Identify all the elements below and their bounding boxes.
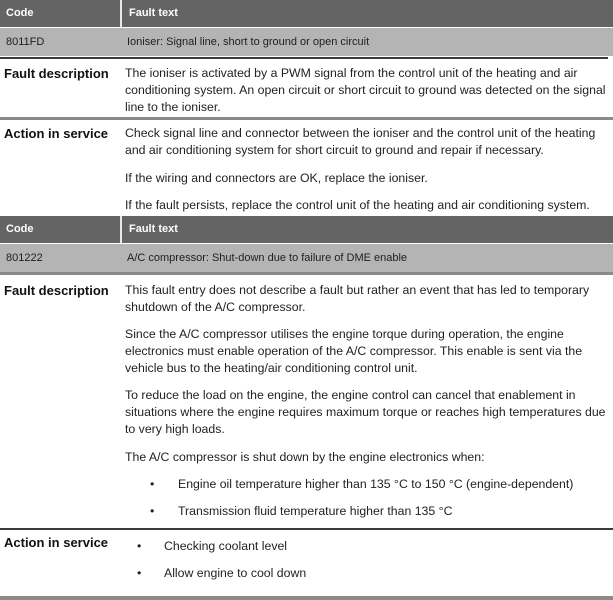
row-divider [0, 528, 613, 530]
list-item-text: Checking coolant level [164, 539, 288, 553]
fault-description-text: This fault entry does not describe a fault but rather an event that has led to temporary shutdown of the A/C compressor. [125, 283, 590, 314]
fault-code: 801222 [6, 252, 43, 264]
action-in-service-label: Action in service [4, 126, 109, 141]
list-item-text: Transmission fluid temperature higher than 135 °C [178, 504, 453, 518]
header-fault-text: Fault text [129, 223, 178, 235]
fault-description-text: The A/C compressor is shut down by the engine electronics when: [125, 450, 485, 464]
bullet-icon: • [137, 566, 142, 580]
action-text: If the wiring and connectors are OK, replace the ioniser. [125, 171, 428, 185]
fault-description-text: Since the A/C compressor utilises the engine torque during operation, the engine electronics must enable operation of the A/C compressor. This enable is sent via the vehicle bus to the heating/air conditioning control unit. [125, 327, 583, 375]
code-row [0, 28, 613, 56]
fault-code: 8011FD [6, 36, 45, 48]
bullet-icon: • [150, 504, 155, 518]
header-divider [120, 0, 122, 27]
fault-description-label: Fault description [4, 283, 109, 298]
row-divider [0, 57, 608, 59]
header-divider [120, 216, 122, 243]
fault-description-text: To reduce the load on the engine, the engine control can cancel that enablement in situations where the engine requires maximum torque or reaches high temperatures due to very high loads. [125, 388, 606, 436]
header-fault-text: Fault text [129, 7, 178, 19]
fault-text: Ioniser: Signal line, short to ground or open circuit [127, 36, 370, 48]
action-text: If the fault persists, replace the control unit of the heating and air conditioning system. [125, 198, 590, 212]
bullet-icon: • [137, 539, 142, 553]
action-in-service-label: Action in service [4, 535, 109, 550]
row-divider [0, 117, 613, 120]
header-code: Code [6, 223, 34, 235]
row-divider [0, 272, 613, 275]
fault-description-text: The ioniser is activated by a PWM signal from the control unit of the heating and air conditioning system. An open circuit or short circuit to ground was detected on the signal line to the ioniser. [125, 66, 606, 114]
table-header [0, 0, 613, 27]
code-row [0, 244, 613, 272]
header-code: Code [6, 7, 34, 19]
list-item-text: Allow engine to cool down [164, 566, 307, 580]
list-item-text: Engine oil temperature higher than 135 °C to 150 °C (engine-dependent) [178, 477, 574, 491]
table-header [0, 216, 613, 243]
fault-text: A/C compressor: Shut-down due to failure of DME enable [127, 252, 408, 264]
fault-description-label: Fault description [4, 66, 109, 81]
bullet-icon: • [150, 477, 155, 491]
action-text: Check signal line and connector between the ioniser and the control unit of the heating and air conditioning system for short circuit to ground and repair if necessary. [125, 126, 596, 157]
row-divider [0, 596, 613, 600]
